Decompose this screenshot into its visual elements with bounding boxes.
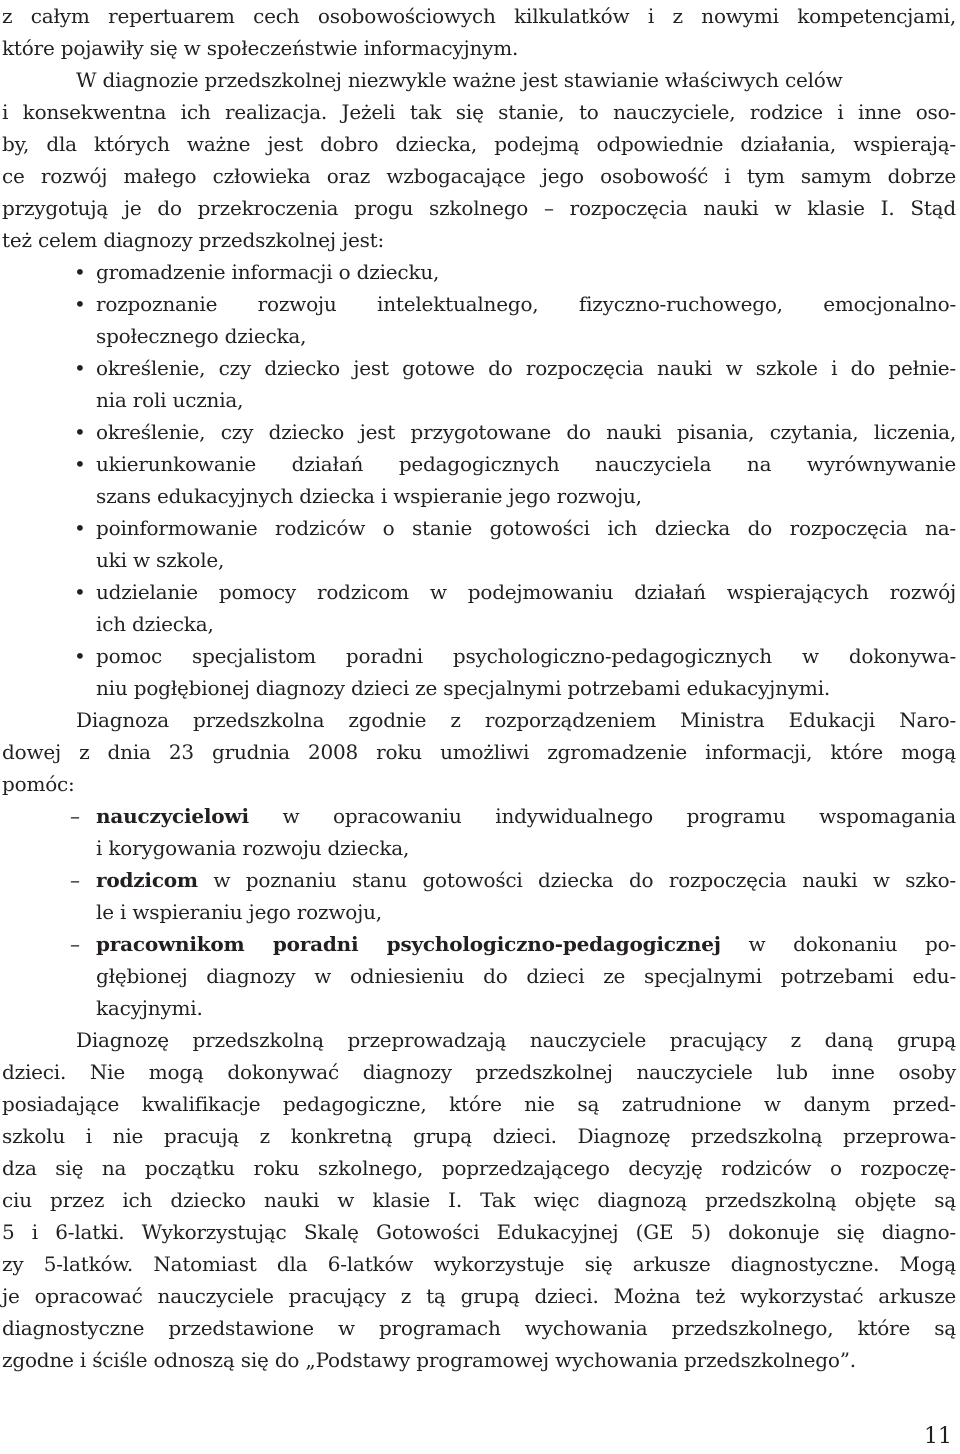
text-line: je opracować nauczyciele pracujący z tą grupą dzieci. Można też wykorzystać arkusze <box>2 1284 956 1308</box>
text-line: niu pogłębionej diagnozy dzieci ze specjalnymi potrzebami edukacyjnymi. <box>96 676 831 700</box>
text-line: społecznego dziecka, <box>96 324 307 348</box>
bold-term: rodzicom <box>96 868 198 892</box>
text-line: ukierunkowanie działań pedagogicznych nauczyciela na wyrównywanie <box>96 452 956 476</box>
text-line: nia roli ucznia, <box>96 388 244 412</box>
text-line: Diagnozę przedszkolną przeprowadzają nauczyciele pracujący z daną grupą <box>76 1028 956 1052</box>
text-line: 5 i 6-latki. Wykorzystując Skalę Gotowości Edukacyjnej (GE 5) dokonuje się diagno- <box>2 1220 956 1244</box>
text-line: i konsekwentna ich realizacja. Jeżeli tak się stanie, to nauczyciele, rodzice i inne oso- <box>2 100 956 124</box>
text-line: zgodne i ściśle odnoszą się do „Podstawy programowej wychowania przedszkolnego”. <box>2 1348 856 1372</box>
bullet-icon: • <box>74 292 86 316</box>
text-line: głębionej diagnozy w odniesieniu do dzieci ze specjalnymi potrzebami edu- <box>96 964 956 988</box>
text-line: zy 5-latków. Natomiast dla 6-latków wykorzystuje się arkusze diagnostyczne. Mogą <box>2 1252 956 1276</box>
text-line: też celem diagnozy przedszkolnej jest: <box>2 228 385 252</box>
text-line: Diagnoza przedszkolna zgodnie z rozporządzeniem Ministra Edukacji Naro- <box>76 708 956 732</box>
bullet-icon: • <box>74 356 86 380</box>
text-line: z całym repertuarem cech osobowościowych kilkulatków i z nowymi kompetencjami, <box>2 4 956 28</box>
text-line: gromadzenie informacji o dziecku, <box>96 260 440 284</box>
bullet-icon: • <box>74 452 86 476</box>
text-line: W diagnozie przedszkolnej niezwykle ważne jest stawianie właściwych celów <box>76 68 843 92</box>
text-line: uki w szkole, <box>96 548 225 572</box>
text-line: szkolu i nie pracują z konkretną grupą dzieci. Diagnozę przedszkolną przeprowa- <box>2 1124 956 1148</box>
text-line: pomóc: <box>2 772 75 796</box>
page-number: 11 <box>924 1424 952 1449</box>
bold-term: pracownikom poradni psychologiczno-pedagogicznej <box>96 932 721 956</box>
text-line <box>96 928 956 960</box>
text-line: dzieci. Nie mogą dokonywać diagnozy przedszkolnej nauczyciele lub inne osoby <box>2 1060 956 1084</box>
text-line <box>96 800 956 832</box>
text-line: udzielanie pomocy rodzicom w podejmowaniu działań wspierających rozwój <box>96 580 956 604</box>
text-line: kacyjnymi. <box>96 996 203 1020</box>
text-line: które pojawiły się w społeczeństwie informacyjnym. <box>2 36 519 60</box>
bullet-icon: • <box>74 420 86 444</box>
dash-marker-icon: – <box>70 868 80 892</box>
text-line: pomoc specjalistom poradni psychologiczno-pedagogicznych w dokonywa- <box>96 644 956 668</box>
dash-marker-icon: – <box>70 804 80 828</box>
text-line: rozpoznanie rozwoju intelektualnego, fizyczno-ruchowego, emocjonalno- <box>96 292 956 316</box>
bullet-icon: • <box>74 580 86 604</box>
text-line: poinformowanie rodziców o stanie gotowości ich dziecka do rozpoczęcia na- <box>96 516 956 540</box>
text-line: dowej z dnia 23 grudnia 2008 roku umożliwi zgromadzenie informacji, które mogą <box>2 740 956 764</box>
text-line <box>96 864 956 896</box>
text-line: le i wspieraniu jego rozwoju, <box>96 900 382 924</box>
text-line: diagnostyczne przedstawione w programach wychowania przedszkolnego, które są <box>2 1316 956 1340</box>
text-line: określenie, czy dziecko jest przygotowane do nauki pisania, czytania, liczenia, <box>96 420 956 444</box>
text-line: szans edukacyjnych dziecka i wspieranie jego rozwoju, <box>96 484 642 508</box>
text-line: by, dla których ważne jest dobro dziecka, podejmą odpowiednie działania, wspierają- <box>2 132 956 156</box>
text-line: ciu przez ich dziecko nauki w klasie I. Tak więc diagnozą przedszkolną objęte są <box>2 1188 956 1212</box>
line-text: w opracowaniu indywidualnego programu wspomagania <box>248 804 956 828</box>
text-line: ich dziecka, <box>96 612 214 636</box>
text-line: określenie, czy dziecko jest gotowe do rozpoczęcia nauki w szkole i do pełnie- <box>96 356 956 380</box>
text-line: i korygowania rozwoju dziecka, <box>96 836 410 860</box>
bullet-icon: • <box>74 516 86 540</box>
bold-term: nauczycielowi <box>96 804 249 828</box>
bullet-icon: • <box>74 260 86 284</box>
line-text: w poznaniu stanu gotowości dziecka do rozpoczęcia nauki w szko- <box>197 868 956 892</box>
bullet-icon: • <box>74 644 86 668</box>
dash-marker-icon: – <box>70 932 80 956</box>
text-line: posiadające kwalifikacje pedagogiczne, które nie są zatrudnione w danym przed- <box>2 1092 956 1116</box>
text-line: przygotują je do przekroczenia progu szkolnego – rozpoczęcia nauki w klasie I. Stąd <box>2 196 956 220</box>
line-text: w dokonaniu po- <box>720 932 957 956</box>
text-line: dza się na początku roku szkolnego, poprzedzającego decyzję rodziców o rozpoczę- <box>2 1156 956 1180</box>
text-line: ce rozwój małego człowieka oraz wzbogacające jego osobowość i tym samym dobrze <box>2 164 956 188</box>
